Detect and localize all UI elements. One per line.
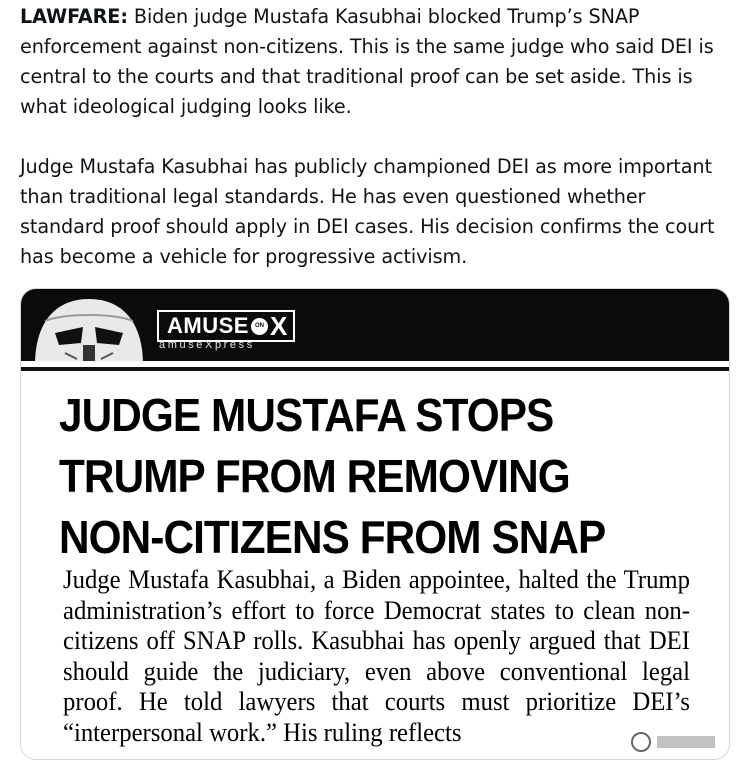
tweet-paragraph-1 — [20, 2, 735, 122]
amusex-logo — [157, 310, 295, 342]
logo-subtitle: amuseXpress — [159, 339, 255, 351]
logo-word: AMUSE — [167, 313, 249, 338]
article-body: Judge Mustafa Kasubhai, a Biden appointee, halted the Trump administration’s effort to force Democrat states to clean non-citizens off SNAP rolls. Kasubhai has openly argued that DEI should guide the judiciary, even above conventional legal proof. He told lawyers that courts must prioritize DEI’s “interpersonal work.” His ruling reflects — [63, 565, 690, 747]
headline-line-3: NON-CITIZENS FROM SNAP — [59, 511, 606, 563]
logo-on-badge: ON — [251, 318, 268, 335]
headline-line-2: TRUMP FROM REMOVING — [59, 450, 570, 502]
tweet-paragraph-2: Judge Mustafa Kasubhai has publicly championed DEI as more important than traditional legal standards. He has even questioned whether standard proof should apply in DEI cases. His decision confirms the court has become a vehicle for progressive activism. — [20, 155, 715, 268]
tweet-text — [20, 2, 735, 272]
headline-rule — [21, 367, 729, 371]
tweet-lead-label: LAWFARE: — [20, 5, 128, 28]
publication-banner — [21, 289, 729, 361]
tweet-media-image[interactable] — [20, 288, 730, 760]
headline-line-1: JUDGE MUSTAFA STOPS — [59, 389, 554, 441]
stormtrooper-helmet-icon — [25, 293, 153, 365]
logo-x: X — [269, 311, 288, 341]
article-headline — [59, 385, 648, 568]
watermark-icon — [627, 727, 723, 757]
tweet-lead-text: Biden judge Mustafa Kasubhai blocked Trump’s SNAP enforcement against non-citizens. This is the same judge who said DEI is central to the courts and that traditional proof can be set aside. This is what ideological judging looks like. — [20, 5, 714, 118]
